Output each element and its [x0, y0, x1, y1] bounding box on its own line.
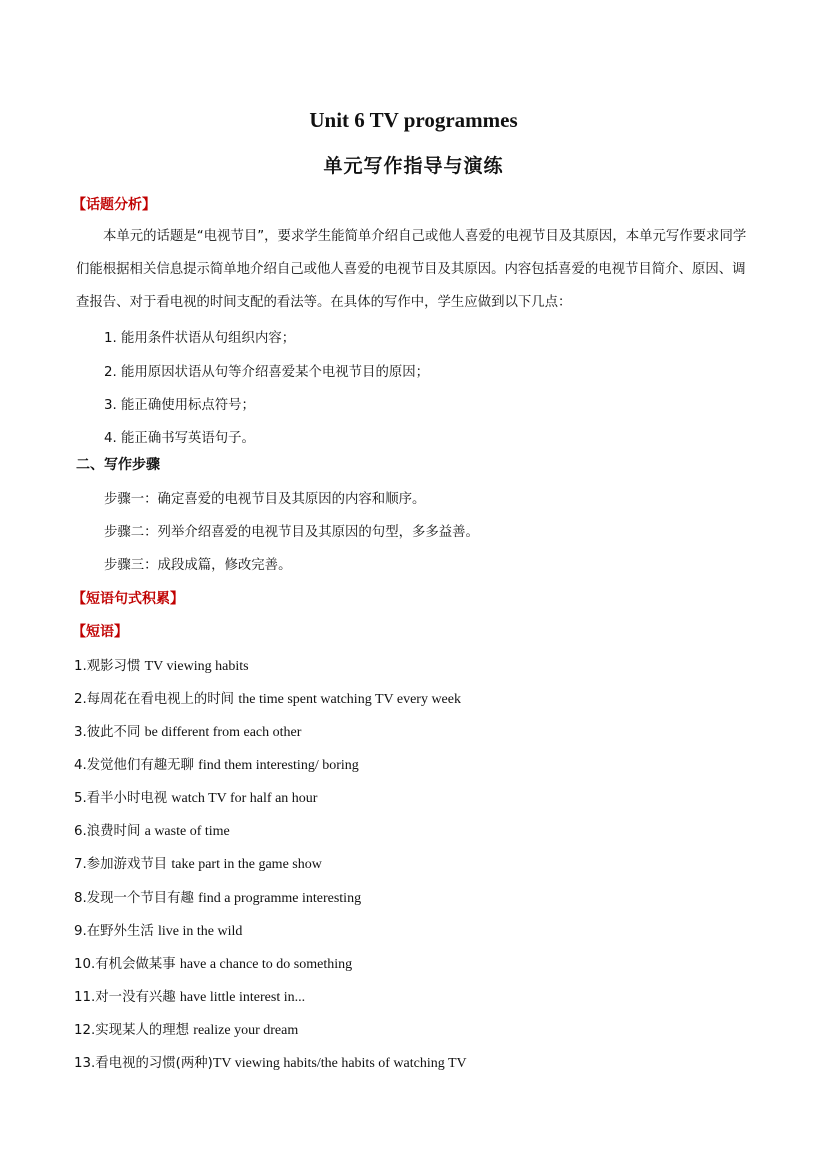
- phrase-chinese: 6.浪费时间: [74, 824, 145, 839]
- phrase-english: the time spent watching TV every week: [238, 692, 461, 707]
- accumulation-heading: 【短语句式积累】: [72, 591, 184, 607]
- phrase-chinese: 1.观影习惯: [74, 659, 145, 674]
- step-item: 步骤二：列举介绍喜爱的电视节目及其原因的句型，多多益善。: [104, 525, 479, 540]
- phrase-item: [74, 688, 461, 708]
- phrase-english: be different from each other: [144, 725, 302, 740]
- phrase-chinese: 2.每周花在看电视上的时间: [74, 692, 239, 707]
- phrase-english: take part in the game show: [171, 857, 322, 872]
- step-item: 步骤三：成段成篇，修改完善。: [104, 558, 292, 573]
- phrases-heading: 【短语】: [72, 624, 128, 640]
- phrase-english: realize your dream: [193, 1023, 299, 1038]
- phrase-item: [74, 754, 359, 774]
- requirement-item: 2. 能用原因状语从句等介绍喜爱某个电视节目的原因；: [104, 365, 430, 380]
- phrase-english: find them interesting/ boring: [198, 758, 359, 773]
- phrase-chinese: 11.对一没有兴趣: [74, 990, 180, 1005]
- steps-heading: 二、写作步骤: [76, 457, 160, 473]
- phrase-item: [74, 655, 249, 675]
- phrase-item: [74, 853, 322, 873]
- phrase-item: [74, 787, 317, 807]
- topic-paragraph: [76, 220, 756, 319]
- phrase-chinese: 8.发现一个节目有趣: [74, 891, 199, 906]
- requirement-item: 3. 能正确使用标点符号；: [104, 398, 255, 413]
- phrase-item: [74, 887, 361, 907]
- phrase-english: live in the wild: [158, 924, 243, 939]
- requirement-item: 4. 能正确书写英语句子。: [104, 431, 255, 446]
- document-subtitle: 单元写作指导与演练: [323, 155, 504, 177]
- phrase-item: [74, 1052, 467, 1072]
- phrase-item: [74, 721, 301, 741]
- phrase-english: watch TV for half an hour: [171, 791, 318, 806]
- phrase-chinese: 13.看电视的习惯(两种): [74, 1056, 213, 1071]
- phrase-english: a waste of time: [144, 824, 230, 839]
- phrase-chinese: 5.看半小时电视: [74, 791, 172, 806]
- phrase-chinese: 12.实现某人的理想: [74, 1023, 194, 1038]
- phrase-item: [74, 953, 352, 973]
- phrase-chinese: 4.发觉他们有趣无聊: [74, 758, 199, 773]
- step-item: 步骤一：确定喜爱的电视节目及其原因的内容和顺序。: [104, 492, 426, 507]
- phrase-chinese: 3.彼此不同: [74, 725, 145, 740]
- phrase-item: [74, 920, 242, 940]
- phrase-item: [74, 820, 230, 840]
- topic-heading: 【话题分析】: [72, 197, 156, 213]
- phrase-english: have little interest in...: [179, 990, 306, 1005]
- phrase-chinese: 9.在野外生活: [74, 924, 158, 939]
- phrase-item: [74, 1019, 298, 1039]
- phrase-english: have a chance to do something: [179, 957, 353, 972]
- document-title: Unit 6 TV programmes: [309, 108, 518, 132]
- topic-paragraph-text: 本单元的话题是“电视节目”，要求学生能简单介绍自己或他人喜爱的电视节目及其原因，本单元写作要求同学们能根据相关信息提示简单地介绍自己或他人喜爱的电视节目及其原因。内容包括喜爱的电视节目简介、原因、调查报告、对于看电视的时间支配的看法等。在具体的写作中，学生应做到以下几点：: [76, 229, 747, 310]
- requirement-item: 1. 能用条件状语从句组织内容；: [104, 331, 296, 346]
- phrase-chinese: 7.参加游戏节目: [74, 857, 172, 872]
- phrase-item: [74, 986, 305, 1006]
- phrase-chinese: 10.有机会做某事: [74, 957, 180, 972]
- phrase-english: TV viewing habits: [144, 659, 249, 674]
- phrase-english: find a programme interesting: [198, 891, 362, 906]
- phrase-english: TV viewing habits/the habits of watching TV: [212, 1056, 467, 1071]
